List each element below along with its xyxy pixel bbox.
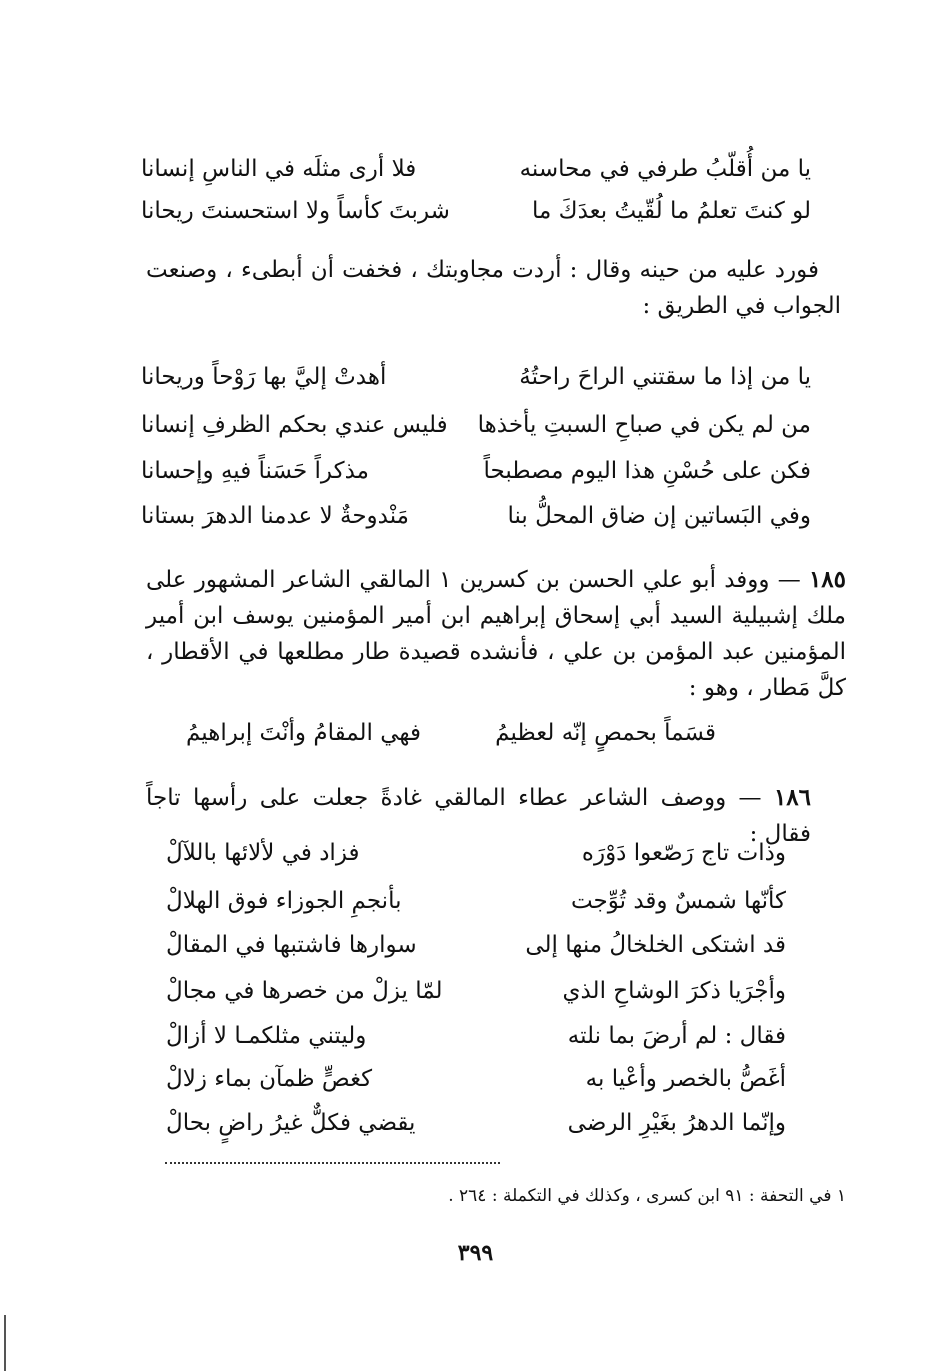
verse-second-hemistich: وليتني مثلكمـا لا أزالْ (166, 1023, 367, 1049)
verse-line (141, 505, 811, 528)
section-185-paragraph (146, 562, 846, 706)
verse-line (186, 722, 716, 745)
verse-first-hemistich: فقال : لم أرضَ بما نلته (567, 1023, 786, 1049)
verse-second-hemistich: لمّا يزلْ من خصرها في مجالْ (166, 978, 443, 1004)
verse-first-hemistich: فكن على حُسْنِ هذا اليوم مصطبحاً (483, 458, 811, 484)
verse-first-hemistich: لو كنتَ تعلمُ ما لُقّيتُ بعدَكَ ما (532, 198, 811, 224)
verse-line (166, 980, 786, 1003)
verse-second-hemistich: مَنْدوحةٌ لا عدمنا الدهرَ بستانا (141, 503, 409, 529)
verse-second-hemistich: فزاد في لألائها باللآلْ (166, 840, 360, 866)
verse-first-hemistich: وفي البَساتين إن ضاق المحلُّ بنا (507, 503, 811, 529)
verse-second-hemistich: فلا أرى مثلَه في الناسِ إنسانا (141, 156, 417, 182)
verse-first-hemistich: من لم يكن في صباحِ السبتِ يأخذها (477, 412, 811, 438)
verse-second-hemistich: بأنجمِ الجوزاء فوق الهلالْ (166, 888, 402, 914)
verse-first-hemistich: كأنّها شمسٌ وقد تُوِّجت (570, 888, 786, 914)
section-number: ١٨٥ (808, 566, 846, 593)
footnote-separator (165, 1162, 500, 1164)
verse-second-hemistich: فليس عندي بحكم الظرفِ إنسانا (141, 412, 448, 438)
verse-first-hemistich: أغَصُّ بالخصر وأعْيا به (585, 1066, 786, 1092)
verse-second-hemistich: فهي المقامُ وأنْتَ إبراهيمُ (186, 720, 422, 746)
verse-second-hemistich: مذكراً حَسَناً فيهِ وإحسانا (141, 458, 369, 484)
verse-first-hemistich: وذات تاج رَصّعوا دَوْرَه (581, 840, 786, 866)
verse-line (141, 460, 811, 483)
prose-paragraph: فورد عليه من حينه وقال : أردت مجاوبتك ، فخفت أن أبطىء ، وصنعت الجواب في الطريق : (146, 257, 841, 319)
verse-first-hemistich: قسَماً بحمصٍ إنّه لعظيمُ (495, 720, 716, 746)
verse-first-hemistich: يا من أُقلّبُ طرفي في محاسنه (519, 156, 811, 182)
verse-line (141, 158, 811, 181)
verse-line (141, 200, 811, 223)
verse-first-hemistich: قد اشتكى الخلخالُ منها إلى (525, 932, 786, 958)
verse-line (141, 414, 811, 437)
verse-line (166, 934, 786, 957)
verse-line (166, 890, 786, 913)
footnote: ١ في التحفة : ٩١ ابن كسرى ، وكذلك في التكملة : ٢٦٤ . (448, 1186, 846, 1206)
verse-line (166, 1112, 786, 1135)
verse-second-hemistich: أهدتْ إليَّ بها رَوْحاً وريحانا (141, 364, 387, 390)
verse-first-hemistich: يا من إذا ما سقتني الراحَ راحتُهُ (519, 364, 811, 390)
scan-edge-mark (4, 1315, 6, 1371)
verse-second-hemistich: كغصٍّ ظمآن بماء زلالْ (166, 1066, 373, 1092)
verse-first-hemistich: وإنّما الدهرُ بغَيْرِ الرضى (567, 1110, 786, 1136)
verse-line (166, 1068, 786, 1091)
verse-line (166, 842, 786, 865)
section-text: — ووفد أبو علي الحسن بن كسرين ١ المالقي الشاعر المشهور على ملك إشبيلية السيد أبي إسحاق إبراهيم ابن أمير المؤمنين يوسف ابن أمير المؤمنين عبد المؤمن بن علي ، فأنشده قصيدة طار مطلعها في الأقطار ، كلَّ مَطار ، وهو : (146, 567, 846, 701)
section-number: ١٨٦ (773, 784, 811, 811)
page-number: ٣٩٩ (457, 1240, 494, 1266)
verse-second-hemistich: شربتَ كأساً ولا استحسنتَ ريحانا (141, 198, 450, 224)
section-text: — ووصف الشاعر عطاء المالقي غادةً جعلت على رأسها تاجاً فقال : (146, 785, 811, 847)
verse-first-hemistich: وأجْرَيا ذكرَ الوشاحِ الذي (562, 978, 786, 1004)
verse-line (166, 1025, 786, 1048)
verse-second-hemistich: سوارها فاشتبها في المقالْ (166, 932, 417, 958)
verse-line (141, 366, 811, 389)
verse-second-hemistich: يقضي فكلٌّ غيرُ راضٍ بحالْ (166, 1110, 416, 1136)
